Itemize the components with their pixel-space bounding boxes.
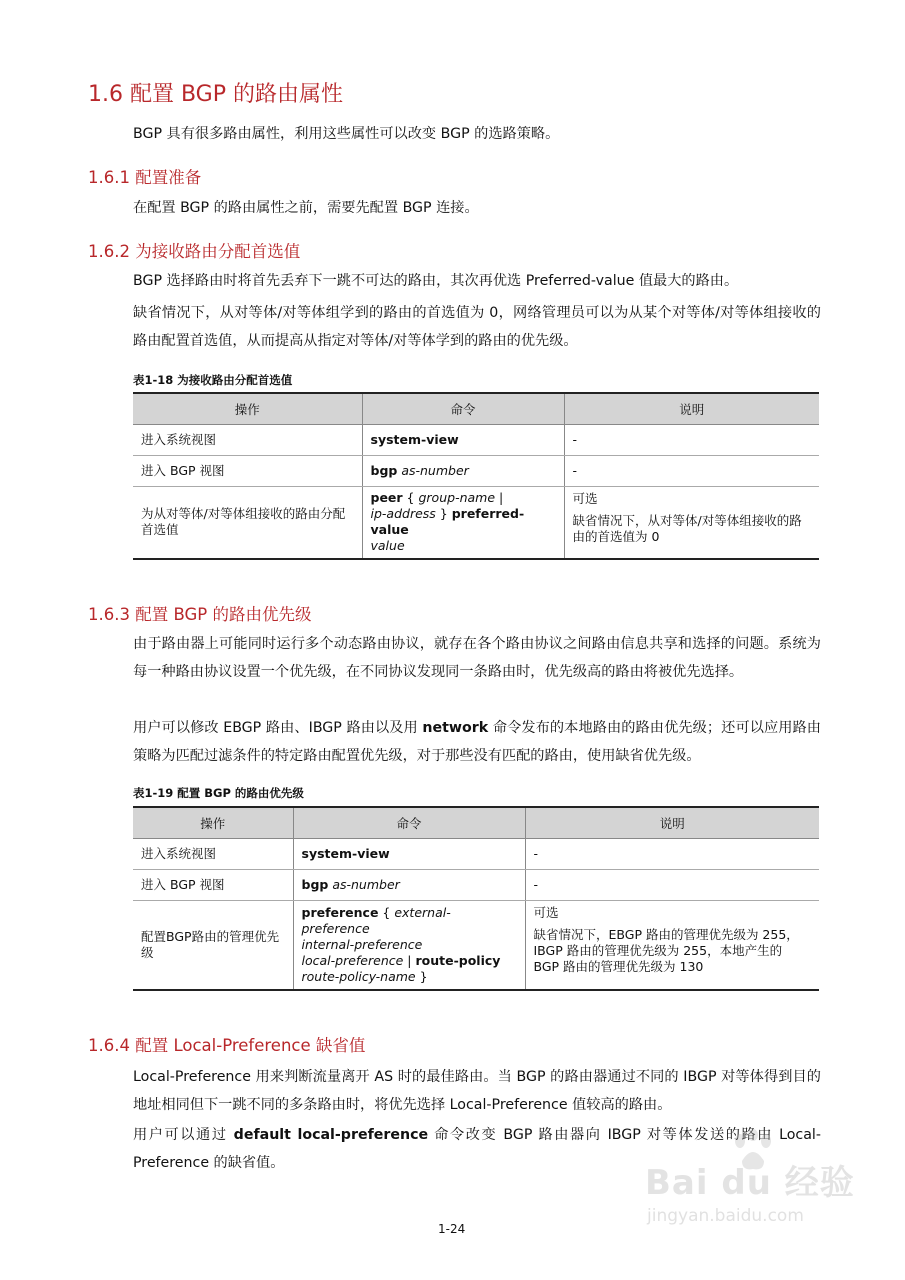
section-title: 1.6 配置 BGP 的路由属性 — [88, 82, 343, 107]
op-cell: 进入系统视图 — [133, 839, 293, 870]
table-row — [133, 487, 819, 559]
cmd-cell — [293, 870, 525, 901]
op-cell: 进入 BGP 视图 — [133, 456, 362, 487]
paragraph: Local-Preference 用来判断流量离开 AS 时的最佳路由。当 BGP 的路由器通过不同的 IBGP 对等体得到目的地址相同但下一跳不同的多条路由时，将优先选择 Local-Preference 值较高的路由。 — [133, 1069, 821, 1113]
table-header-row — [133, 393, 819, 425]
op-cell: 进入系统视图 — [133, 425, 362, 456]
paragraph: 由于路由器上可能同时运行多个动态路由协议，就存在各个路由协议之间路由信息共享和选择的问题。系统为每一种路由协议设置一个优先级，在不同协议发现同一条路由时，优先级高的路由将被优先选择。 — [133, 636, 821, 680]
column-header: 操作 — [133, 393, 362, 425]
watermark-logo: Bai du 经验 — [645, 1163, 855, 1203]
cmd-keyword: bgp — [301, 877, 329, 892]
table-row — [133, 456, 819, 487]
subsection-title-1-6-2: 1.6.2 为接收路由分配首选值 — [88, 242, 301, 261]
desc-cell — [564, 487, 819, 559]
cmd-keyword: system-view — [301, 846, 390, 861]
cmd-cell — [362, 425, 564, 456]
page-number: 1-24 — [438, 1222, 466, 1236]
paragraph: 用户可以修改 EBGP 路由、IBGP 路由以及用 network 命令发布的本地路由的路由优先级；还可以应用路由策略为匹配过滤条件的特定路由配置优先级，对于那些没有匹配的路由，使用缺省优先级。 — [133, 720, 821, 764]
column-header: 说明 — [525, 807, 819, 839]
op-cell: 配置BGP路由的管理优先级 — [133, 901, 293, 990]
desc-note: 缺省情况下，EBGP 路由的管理优先级为 255，IBGP 路由的管理优先级为 255，本地产生的 BGP 路由的管理优先级为 130 — [533, 927, 799, 974]
command-table-1-18 — [133, 392, 819, 560]
column-header: 命令 — [293, 807, 525, 839]
watermark — [645, 1155, 855, 1245]
paragraph: 用户可以通过 default local-preference 命令改变 BGP 路由器向 IBGP 对等体发送的路由 Local-Preference 的缺省值。 — [133, 1127, 821, 1171]
cmd-keyword: bgp — [370, 463, 398, 478]
table-caption: 表1-18 为接收路由分配首选值 — [133, 373, 293, 387]
cmd-cell — [293, 839, 525, 870]
desc-cell: - — [525, 870, 819, 901]
desc-note: 缺省情况下，从对等体/对等体组接收的路由的首选值为 0 — [572, 513, 802, 544]
table-row — [133, 425, 819, 456]
column-header: 操作 — [133, 807, 293, 839]
op-cell: 为从对等体/对等体组接收的路由分配首选值 — [133, 487, 362, 559]
cmd-cell: peer { group-name | ip-address } preferred-value value — [362, 487, 564, 559]
table-header-row — [133, 807, 819, 839]
table-row — [133, 901, 819, 990]
column-header: 命令 — [362, 393, 564, 425]
column-header: 说明 — [564, 393, 819, 425]
table-row — [133, 870, 819, 901]
subsection-title-1-6-1: 1.6.1 配置准备 — [88, 168, 202, 187]
paw-icon — [730, 1129, 776, 1173]
desc-cell: - — [564, 456, 819, 487]
table-row — [133, 839, 819, 870]
desc-cell: - — [525, 839, 819, 870]
command-table-1-19 — [133, 806, 819, 991]
watermark-url: jingyan.baidu.com — [647, 1206, 804, 1226]
table-caption: 表1-19 配置 BGP 的路由优先级 — [133, 786, 304, 800]
desc-title: 可选 — [533, 905, 559, 920]
op-cell: 进入 BGP 视图 — [133, 870, 293, 901]
paragraph: BGP 选择路由时将首先丢弃下一跳不可达的路由，其次再优选 Preferred-value 值最大的路由。 — [133, 273, 739, 289]
desc-cell — [525, 901, 819, 990]
subsection-title-1-6-4: 1.6.4 配置 Local-Preference 缺省值 — [88, 1036, 366, 1055]
desc-cell: - — [564, 425, 819, 456]
desc-title: 可选 — [572, 491, 598, 506]
section-intro: BGP 具有很多路由属性，利用这些属性可以改变 BGP 的选路策略。 — [133, 126, 560, 142]
subsection-title-1-6-3: 1.6.3 配置 BGP 的路由优先级 — [88, 605, 312, 624]
cmd-cell — [362, 456, 564, 487]
cmd-arg: as-number — [401, 463, 469, 478]
cmd-cell: preference { external-preference internal-preference local-preference | route-policy route-policy-name } — [293, 901, 525, 990]
cmd-keyword: system-view — [370, 432, 459, 447]
cmd-arg: as-number — [332, 877, 400, 892]
paragraph: 在配置 BGP 的路由属性之前，需要先配置 BGP 连接。 — [133, 200, 479, 216]
paragraph: 缺省情况下，从对等体/对等体组学到的路由的首选值为 0，网络管理员可以为从某个对等体/对等体组接收的路由配置首选值，从而提高从指定对等体/对等体学到的路由的优先级。 — [133, 305, 821, 349]
